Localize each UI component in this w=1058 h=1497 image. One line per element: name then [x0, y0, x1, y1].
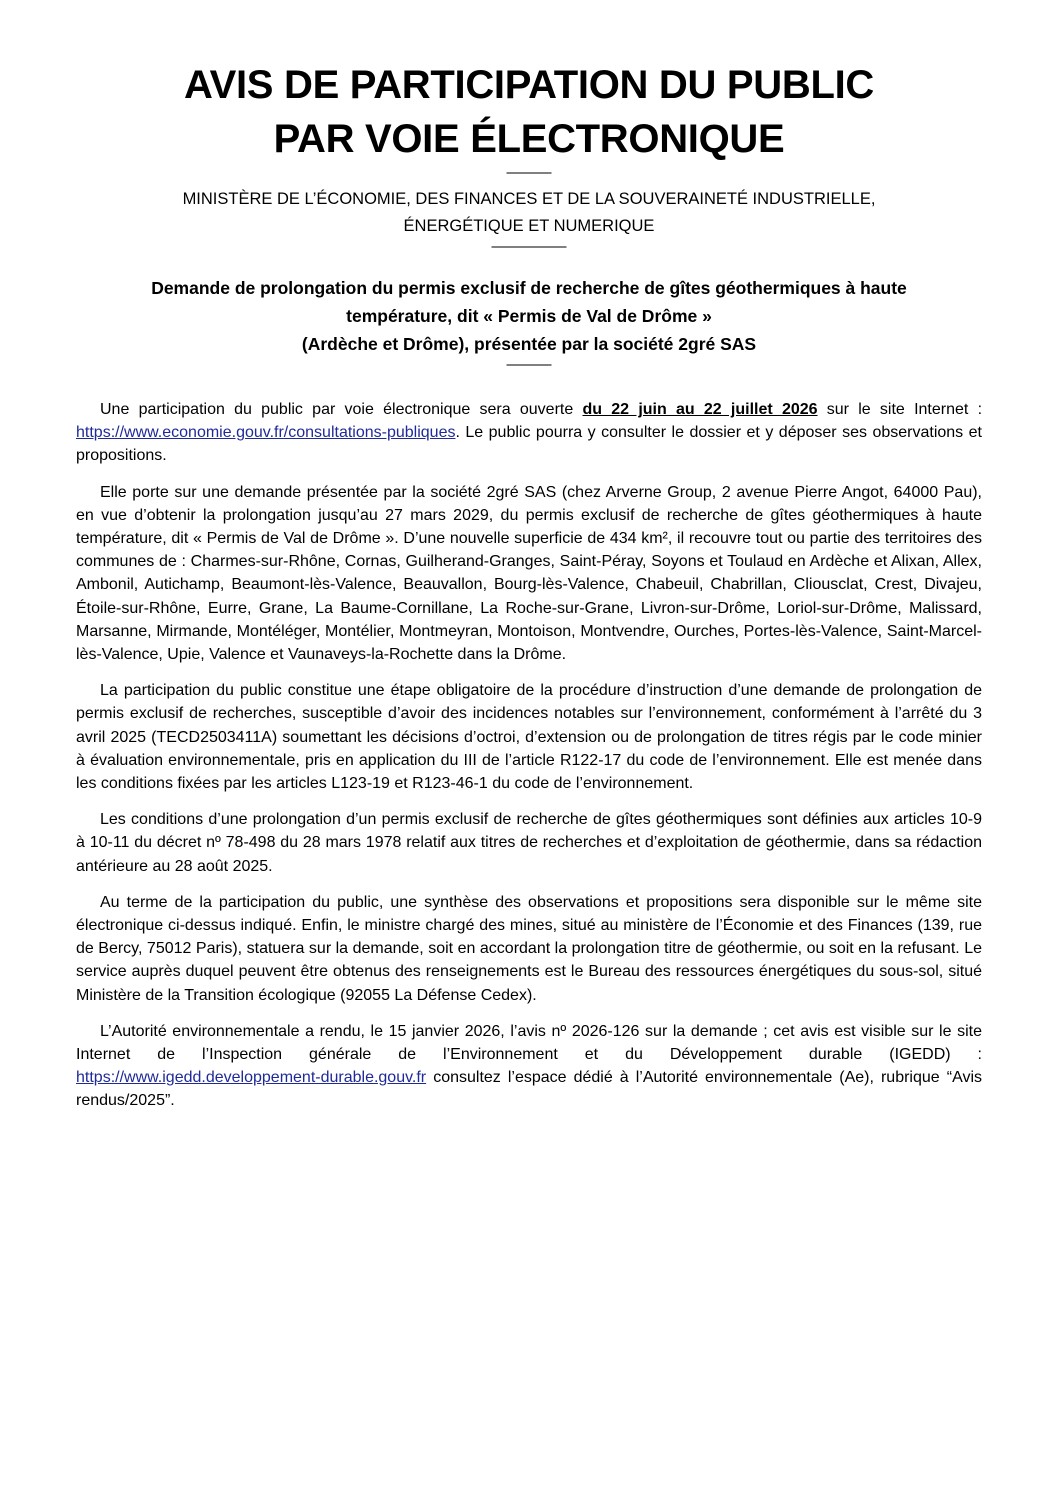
title-line-2: PAR VOIE ÉLECTRONIQUE [273, 117, 785, 161]
paragraph-procedure: La participation du public constitue une étape obligatoire de la procédure d’instruction d’une demande de prolongation de permis exclusif de recherches, susceptible d’avoir des incidences notables sur l’environnement, conformément à l’arrêté du 3 avril 2025 (TECD2503411A) soumettant les décisions d’octroi, d’extension ou de prolongation de titres régis par le code minier à évaluation environnementale, pris en application du III de l’article R122-17 du code de l’environnement. Elle est menée dans les conditions fixées par les articles L123-19 et R123-46-1 du code de l’environnement. [76, 682, 982, 793]
ministry-name [76, 186, 982, 240]
document-body [76, 398, 982, 1113]
p1-text-start: Une participation du public par voie électronique sera ouverte [100, 401, 583, 418]
paragraph-request: Elle porte sur une demande présentée par la société 2gré SAS (chez Arverne Group, 2 avenue Pierre Angot, 64000 Pau), en vue d’obtenir la prolongation jusqu’au 27 mars 2029, du permis exclusif de recherche de gîtes géothermiques à haute température, dit « Permis de Val de Drôme ». D’une nouvelle superficie de 434 km², il recouvre tout ou partie des territoires des communes de : Charmes-sur-Rhône, Cornas, Guilherand-Granges, Saint-Péray, Soyons et Toulaud en Ardèche et Alixan, Allex, Ambonil, Autichamp, Beaumont-lès-Valence, Beauvallon, Bourg-lès-Valence, Chabeuil, Chabrillan, Cliousclat, Crest, Divajeu, Étoile-sur-Rhône, Eurre, Grane, La Baume-Cornillane, La Roche-sur-Grane, Livron-sur-Drôme, Loriol-sur-Drôme, Malissard, Marsanne, Mirmande, Montéléger, Montélier, Montmeyran, Montoison, Montvendre, Ourches, Portes-lès-Valence, Saint-Marcel-lès-Valence, Upie, Valence et Vaunaveys-la-Rochette dans la Drôme. [76, 483, 982, 664]
title-line-1: AVIS DE PARTICIPATION DU PUBLIC [184, 63, 874, 107]
subject-line-2: température, dit « Permis de Val de Drôme » [346, 306, 712, 326]
subject-line-3: (Ardèche et Drôme), présentée par la société 2gré SAS [301, 334, 757, 354]
p1-text-end: . Le public pourra y consulter le dossier et y déposer ses observations et propositions. [76, 424, 982, 465]
p6-text-start: L’Autorité environnementale a rendu, le 15 janvier 2026, l’avis nº 2026-126 sur la demande ; cet avis est visible sur le site Internet de l’Inspection générale de l’Environnement et du Développement durable (IGEDD) : [76, 1022, 982, 1064]
paragraph-consultation [76, 398, 982, 468]
p6-text-end: consultez l’espace dédié à l’Autorité environnementale (Ae), rubrique “Avis rendus/2025”. [76, 1069, 982, 1110]
consultation-dates: du 22 juin au 22 juillet 2026 [582, 401, 818, 418]
paragraph-decision: Au terme de la participation du public, une synthèse des observations et propositions sera disponible sur le même site électronique ci-dessus indiqué. Enfin, le ministre chargé des mines, situé au ministère de l’Économie et des Finances (139, rue de Bercy, 75012 Paris), statuera sur la demande, soit en accordant la prolongation titre de géothermie, ou soit en la refusant. Le service auprès duquel peuvent être obtenus des renseignements est le Bureau des ressources énergétiques du sous-sol, situé Ministère de la Transition écologique (92055 La Défense Cedex). [76, 893, 982, 1004]
separator-long: ————— [491, 238, 567, 255]
document-title [76, 58, 982, 166]
paragraph-conditions: Les conditions d’une prolongation d’un permis exclusif de recherche de gîtes géothermiques sont définies aux articles 10-9 à 10-11 du décret nº 78-498 du 28 mars 1978 relatif aux titres de recherches et d’exploitation de géothermie, dans sa rédaction antérieure au 28 août 2025. [76, 811, 982, 875]
subject-line-1: Demande de prolongation du permis exclusif de recherche de gîtes géothermiques à haute [151, 278, 907, 298]
separator-end: ——— [506, 356, 552, 373]
igedd-link[interactable]: https://www.igedd.developpement-durable.gouv.fr [76, 1069, 427, 1087]
consultation-link[interactable]: https://www.economie.gouv.fr/consultations-publiques [76, 424, 456, 442]
ministry-line-2: ÉNERGÉTIQUE ET NUMERIQUE [403, 217, 655, 235]
ministry-line-1: MINISTÈRE DE L’ÉCONOMIE, DES FINANCES ET DE LA SOUVERAINETÉ INDUSTRIELLE, [182, 190, 876, 208]
separator-short: ——— [506, 164, 552, 181]
subject-heading [76, 274, 982, 358]
paragraph-authority [76, 1020, 982, 1113]
p1-text-middle: sur le site Internet : [817, 401, 983, 418]
